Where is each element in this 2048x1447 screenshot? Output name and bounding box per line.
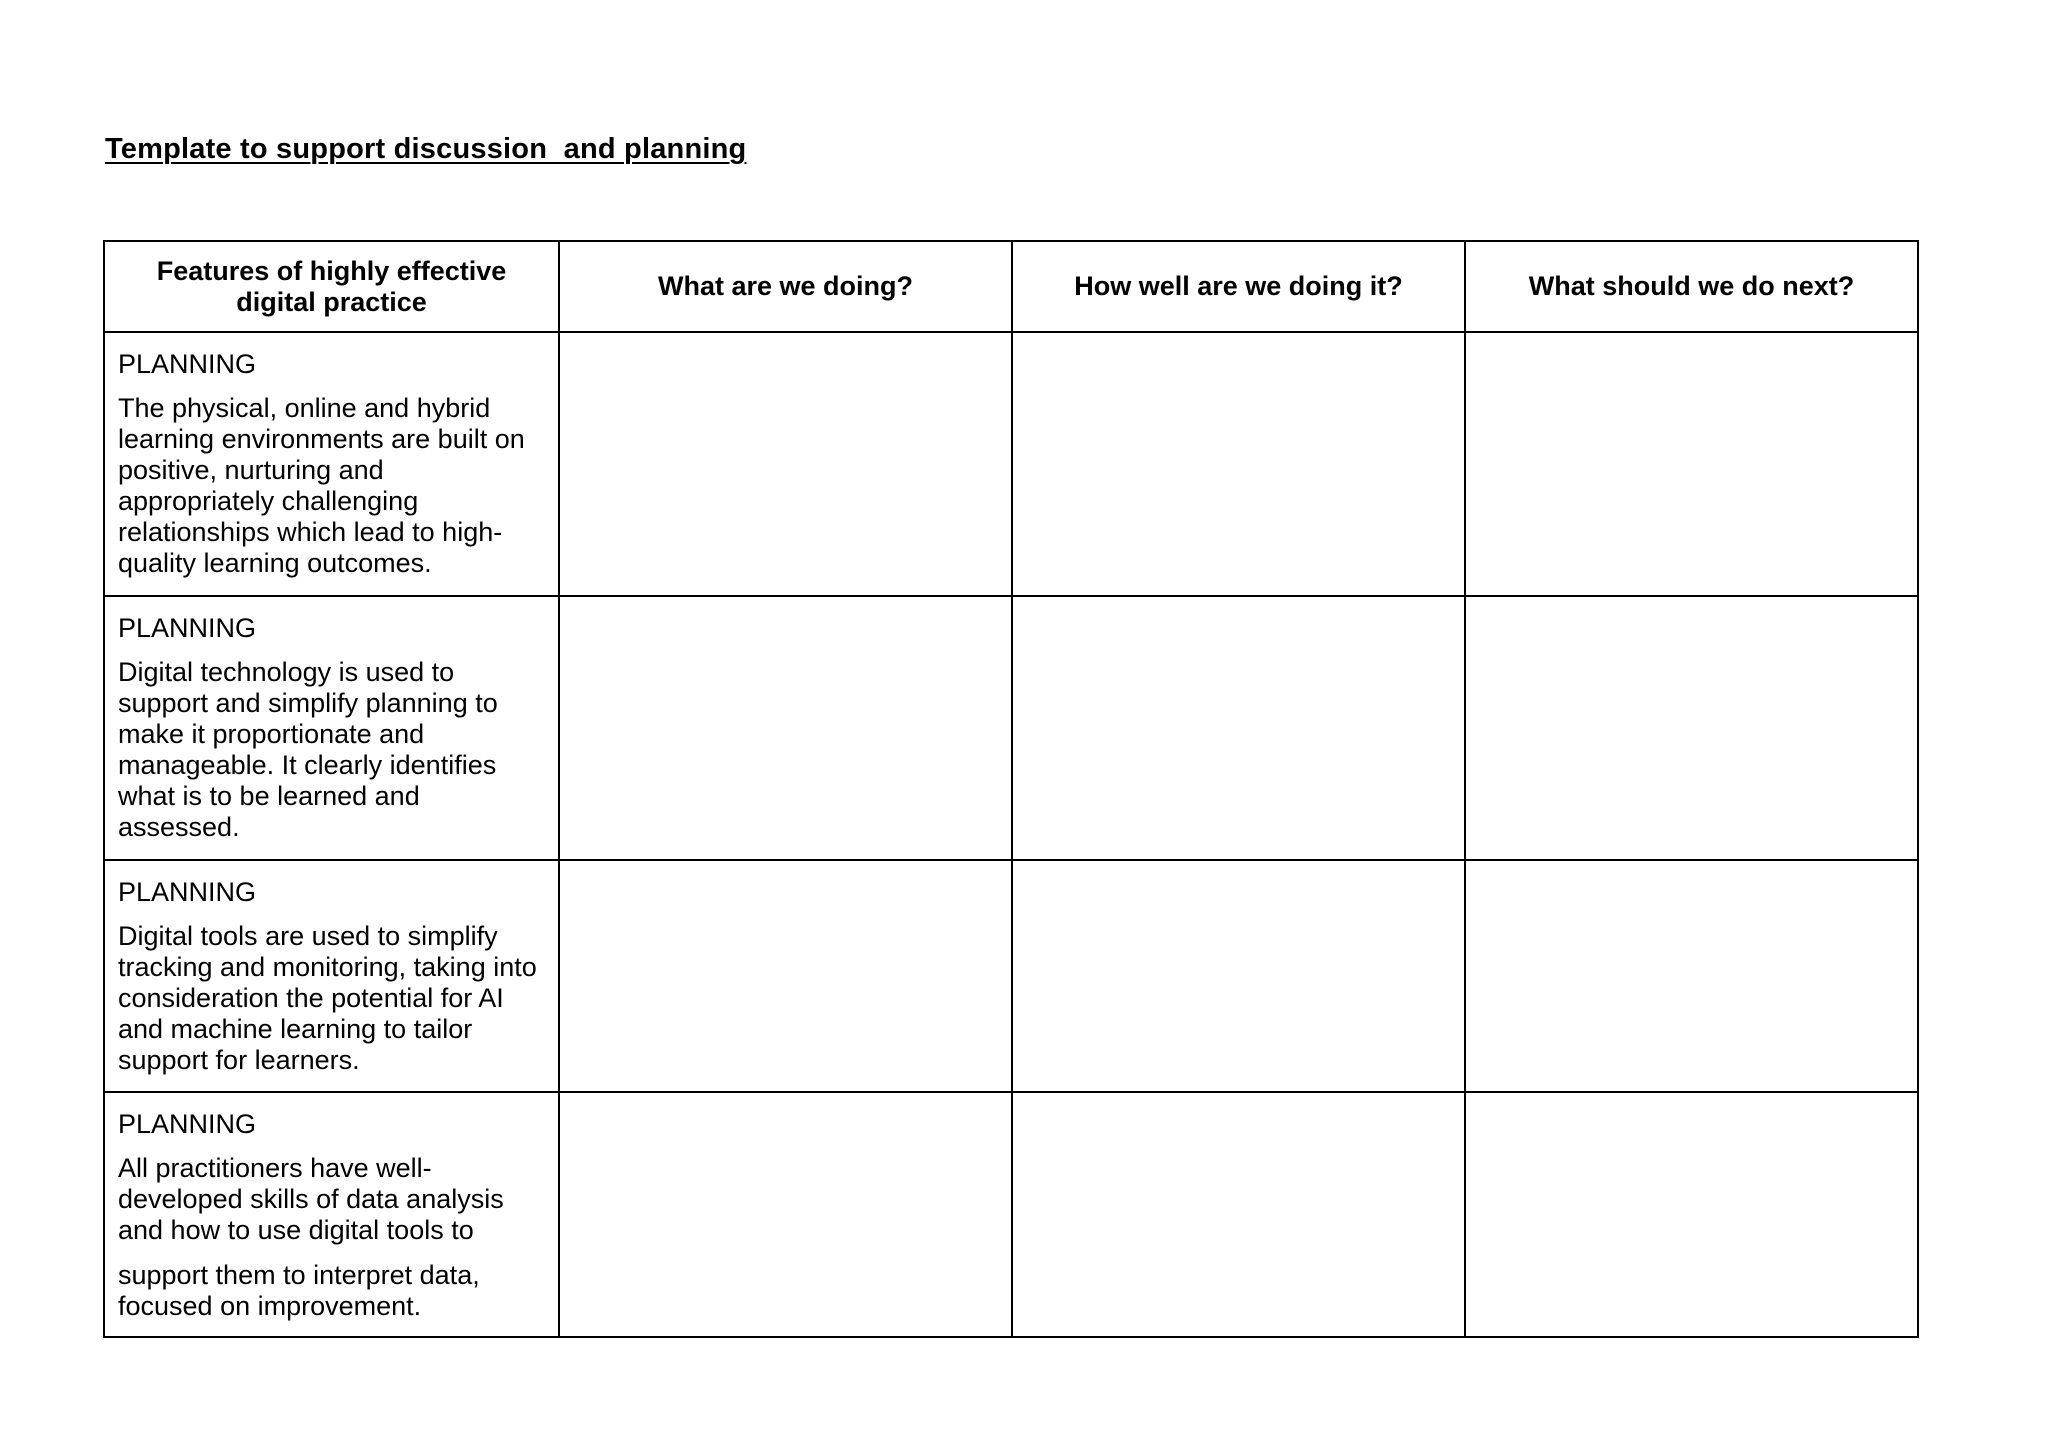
- what-are-we-doing-cell[interactable]: [559, 596, 1012, 860]
- what-next-cell[interactable]: [1465, 860, 1918, 1092]
- how-well-cell[interactable]: [1012, 596, 1465, 860]
- planning-table: [103, 240, 1919, 1338]
- column-header-features: Features of highly effective digital practice: [104, 241, 559, 332]
- what-are-we-doing-cell[interactable]: [559, 1092, 1012, 1337]
- table-row: [104, 596, 1918, 860]
- feature-description: The physical, online and hybrid learning environments are built on positive, nurturing and appropriately challenging relationships which lead to high-quality learning outcomes.: [118, 393, 525, 578]
- what-next-cell[interactable]: [1465, 1092, 1918, 1337]
- page-title: Template to support discussion and planning: [105, 133, 747, 165]
- feature-category-label: PLANNING: [118, 877, 257, 907]
- feature-cell: [104, 596, 559, 860]
- column-header-how-well: How well are we doing it?: [1012, 241, 1465, 332]
- feature-description: Digital tools are used to simplify tracking and monitoring, taking into consideration the potential for AI and machine learning to tailor support for learners.: [118, 921, 537, 1075]
- feature-description: All practitioners have well-developed skills of data analysis and how to use digital tools to: [118, 1153, 504, 1245]
- how-well-cell[interactable]: [1012, 860, 1465, 1092]
- feature-category-label: PLANNING: [118, 349, 257, 379]
- feature-description: Digital technology is used to support and simplify planning to make it proportionate and manageable. It clearly identifies what is to be learned and assessed.: [118, 657, 498, 842]
- table-header-row: [104, 241, 1918, 332]
- feature-cell: [104, 1092, 559, 1337]
- what-next-cell[interactable]: [1465, 596, 1918, 860]
- feature-cell: [104, 332, 559, 596]
- what-are-we-doing-cell[interactable]: [559, 332, 1012, 596]
- what-are-we-doing-cell[interactable]: [559, 860, 1012, 1092]
- column-header-what-next: What should we do next?: [1465, 241, 1918, 332]
- how-well-cell[interactable]: [1012, 1092, 1465, 1337]
- what-next-cell[interactable]: [1465, 332, 1918, 596]
- feature-category-label: PLANNING: [118, 1109, 257, 1139]
- how-well-cell[interactable]: [1012, 332, 1465, 596]
- feature-description-continued: support them to interpret data, focused on improvement.: [118, 1260, 480, 1321]
- feature-cell: [104, 860, 559, 1092]
- column-header-what-are-we-doing: What are we doing?: [559, 241, 1012, 332]
- feature-category-label: PLANNING: [118, 613, 257, 643]
- table-row: [104, 860, 1918, 1092]
- table-row: [104, 1092, 1918, 1337]
- table-row: [104, 332, 1918, 596]
